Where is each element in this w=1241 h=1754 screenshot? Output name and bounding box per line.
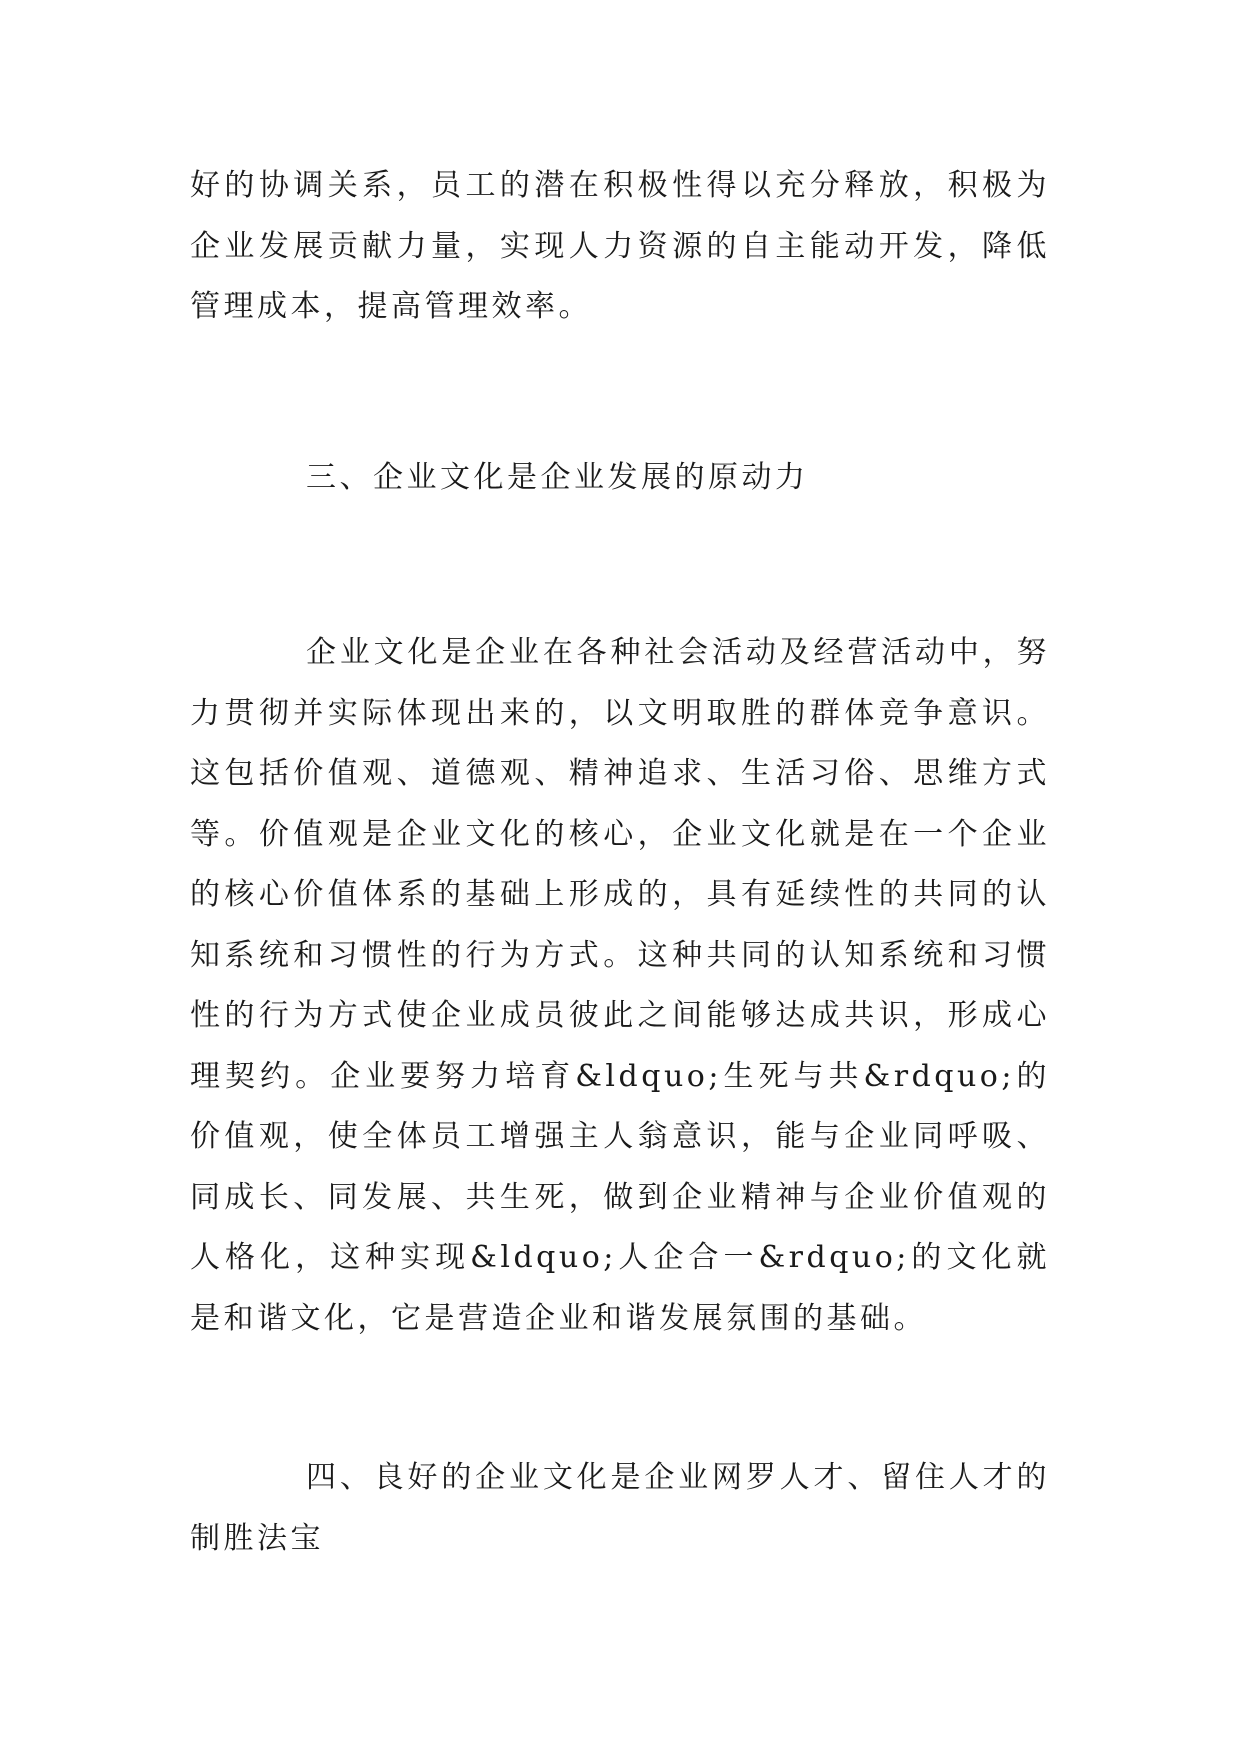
section-heading-3: 三、企业文化是企业发展的原动力 — [306, 460, 809, 495]
section-heading-4: 四、良好的企业文化是企业网罗人才、留住人才的制胜法宝 — [190, 1460, 1050, 1556]
paragraph-corporate-culture: 企业文化是企业在各种社会活动及经营活动中，努力贯彻并实际体现出来的，以文明取胜的群体竞争意识。这包括价值观、道德观、精神追求、生活习俗、思维方式等。价值观是企业文化的核心，企业文化就是在一个企业的核心价值体系的基础上形成的，具有延续性的共同的认知系统和习惯性的行为方式。这种共同的认知系统和习惯性的行为方式使企业成员彼此之间能够达成共识，形成心理契约。企业要努力培育&ldquo;生死与共&rdquo;的价值观，使全体员工增强主人翁意识，能与企业同呼吸、同成长、同发展、共生死，做到企业精神与企业价值观的人格化，这种实现&ldquo;人企合一&rdquo;的文化就是和谐文化，它是营造企业和谐发展氛围的基础。 — [190, 635, 1050, 1336]
paragraph-continued: 好的协调关系，员工的潜在积极性得以充分释放，积极为企业发展贡献力量，实现人力资源的自主能动开发，降低管理成本，提高管理效率。 — [190, 168, 1050, 324]
